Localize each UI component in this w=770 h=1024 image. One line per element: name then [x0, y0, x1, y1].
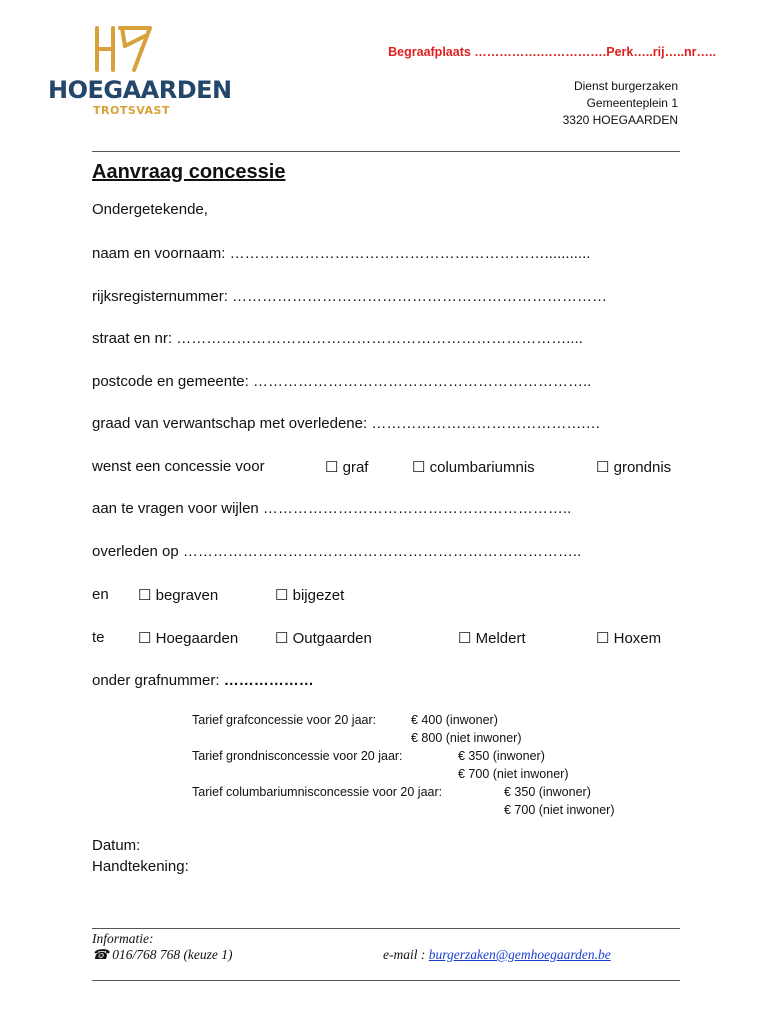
- email-link[interactable]: burgerzaken@gemhoegaarden.be: [428, 947, 611, 962]
- grave-number-label: onder grafnummer:: [92, 672, 220, 689]
- tariff-graf-nonresident: € 800 (niet inwoner): [411, 731, 522, 745]
- tariff-grond-resident: € 350 (inwoner): [458, 749, 545, 763]
- logo-tagline: TROTSVAST: [93, 104, 170, 117]
- footer-divider-bottom: [92, 980, 680, 981]
- field-name[interactable]: naam en voornaam: ………………………………………………………...........: [92, 245, 591, 262]
- tariff-col-resident: € 350 (inwoner): [504, 785, 591, 799]
- checkbox-meldert[interactable]: ☐ Meldert: [458, 630, 526, 647]
- address-block: [563, 78, 678, 129]
- info-label: Informatie:: [92, 931, 154, 946]
- checkbox-hoxem[interactable]: ☐ Hoxem: [596, 630, 662, 647]
- checkbox-begraven[interactable]: ☐ begraven: [138, 587, 219, 604]
- tariff-graf-label: Tarief grafconcessie voor 20 jaar:: [192, 713, 377, 727]
- tariff-grond-label: Tarief grondnisconcessie voor 20 jaar:: [192, 749, 403, 763]
- header-divider: [92, 151, 680, 152]
- checkbox-graf[interactable]: ☐ graf: [325, 459, 369, 476]
- logo-name: HOEGAARDEN: [48, 76, 232, 104]
- address-line: 3320 HOEGAARDEN: [562, 113, 678, 127]
- address-line: Dienst burgerzaken: [573, 79, 678, 93]
- checkbox-grondnis[interactable]: ☐ grondnis: [596, 459, 672, 476]
- checkbox-hoegaarden[interactable]: ☐ Hoegaarden: [138, 630, 239, 647]
- grave-number-dots: ………………: [223, 672, 314, 689]
- checkbox-outgaarden[interactable]: ☐ Outgaarden: [275, 630, 372, 647]
- te-label: te: [92, 629, 105, 646]
- field-deceased[interactable]: aan te vragen voor wijlen ……………………………………………………..: [92, 500, 572, 517]
- phone-text: ☎ 016/768 768 (keuze 1): [92, 947, 233, 962]
- concession-label: wenst een concessie voor: [92, 458, 265, 475]
- checkbox-columbariumnis[interactable]: ☐ columbariumnis: [412, 459, 535, 476]
- intro-text: Ondergetekende,: [92, 201, 208, 218]
- plot-line: Begraafplaats …………….…………….Perk…..rij…..nr…..: [388, 45, 716, 59]
- grave-number-field[interactable]: [92, 672, 314, 689]
- checkbox-bijgezet[interactable]: ☐ bijgezet: [275, 587, 345, 604]
- footer-divider-top: [92, 928, 680, 929]
- en-label: en: [92, 586, 109, 603]
- field-postcode[interactable]: postcode en gemeente: …………………………………………………………..: [92, 373, 592, 390]
- hoegaarden-logo-mark: [50, 22, 160, 74]
- page-title: Aanvraag concessie: [92, 161, 286, 183]
- field-relationship[interactable]: graad van verwantschap met overledene: …………………………………….…: [92, 415, 601, 432]
- tariff-col-nonresident: € 700 (niet inwoner): [504, 803, 615, 817]
- tariff-grond-nonresident: € 700 (niet inwoner): [458, 767, 569, 781]
- date-label: Datum:: [92, 837, 141, 854]
- tariff-graf-resident: € 400 (inwoner): [411, 713, 498, 727]
- field-national-number[interactable]: rijksregisternummer: …………………………………………………………………: [92, 288, 608, 305]
- email-line: [383, 947, 611, 963]
- signature-label: Handtekening:: [92, 858, 189, 875]
- email-label: e-mail :: [383, 947, 426, 962]
- field-street[interactable]: straat en nr: ……………………………………………………………………....: [92, 330, 583, 347]
- field-died-on[interactable]: overleden op ……………………………………………………………………..: [92, 543, 582, 560]
- tariff-col-label: Tarief columbariumnisconcessie voor 20 jaar:: [192, 785, 443, 799]
- address-line: Gemeenteplein 1: [586, 96, 678, 110]
